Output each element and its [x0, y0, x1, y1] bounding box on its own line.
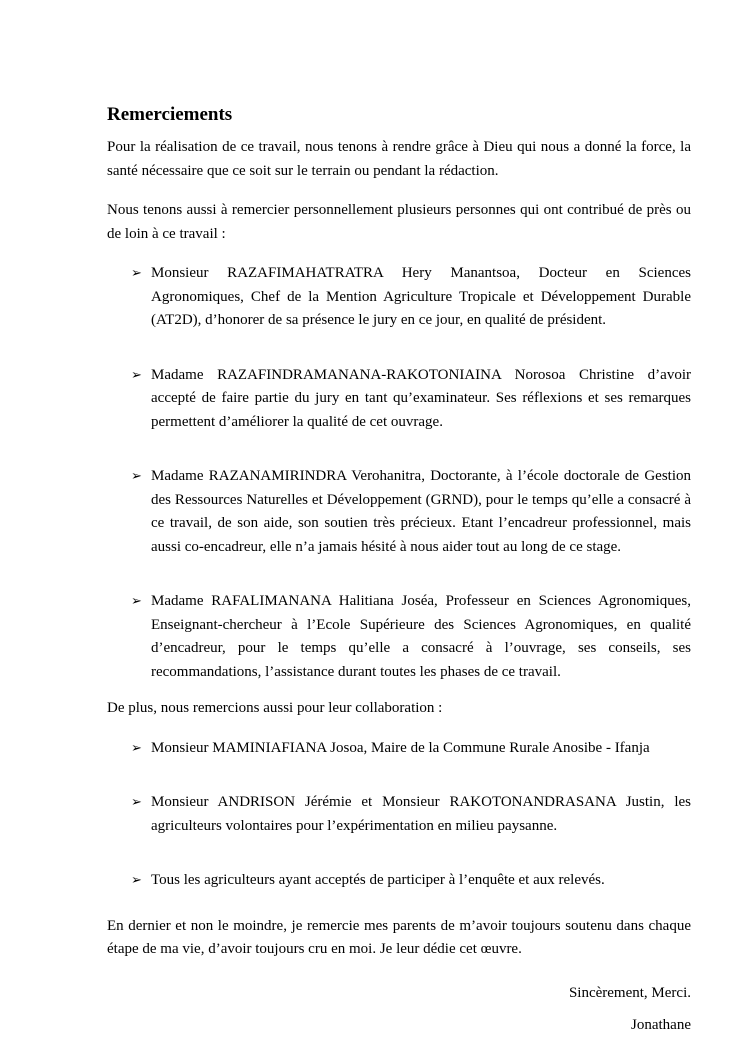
list-item-text: Monsieur MAMINIAFIANA Josoa, Maire de la Commune Rurale Anosibe - Ifanja	[151, 739, 650, 756]
list-item-text: Monsieur RAZAFIMAHATRATRA Hery Manantsoa, Docteur en Sciences Agronomiques, Chef de la Mention Agriculture Tropicale et Développement Durable (AT2D), d’honorer de sa présence le jury en ce jour, en qualité de président.	[151, 265, 691, 328]
page-title: Remerciements	[107, 104, 233, 125]
jury-list	[107, 262, 691, 684]
list-item-text: Monsieur ANDRISON Jérémie et Monsieur RAKOTONANDRASANA Justin, les agriculteurs volontaires pour l’expérimentation en milieu paysanne.	[151, 794, 691, 834]
list-item	[107, 465, 691, 559]
list-item-text: Tous les agriculteurs ayant acceptés de participer à l’enquête et aux relevés.	[151, 872, 605, 888]
list-item	[107, 262, 691, 333]
collaboration-intro-paragraph: De plus, nous remercions aussi pour leur collaboration :	[107, 700, 443, 716]
list-item	[107, 590, 691, 684]
intro-paragraph-2: Nous tenons aussi à remercier personnellement plusieurs personnes qui ont contribué de près ou de loin à ce travail :	[107, 202, 691, 242]
signature-salutation: Sincèrement, Merci.	[568, 984, 691, 1001]
list-item-text: Madame RAFALIMANANA Halitiana Joséa, Professeur en Sciences Agronomiques, Enseignant-chercheur à l’Ecole Supérieure des Sciences Agronomiques, en qualité d’encadreur, pour le temps qu’elle a consacré à l’ouvrage, ses conseils, ses recommandations, l’assistance durant toutes les phases de ce travail.	[151, 593, 691, 680]
list-item	[107, 364, 691, 435]
list-item-text: Madame RAZAFINDRAMANANA-RAKOTONIAINA Norosoa Christine d’avoir accepté de faire partie du jury en tant qu’examinateur. Ses réflexions et ses remarques permettent d’améliorer la qualité de cet ouvrage.	[151, 366, 691, 430]
arrow-bullet-icon: ➢	[131, 873, 142, 888]
signature-name: Jonathane	[631, 1017, 691, 1033]
arrow-bullet-icon: ➢	[131, 740, 142, 756]
collaboration-list	[107, 737, 691, 893]
closing-paragraph: En dernier et non le moindre, je remercie mes parents de m’avoir toujours soutenu dans chaque étape de ma vie, d’avoir toujours cru en moi. Je leur dédie cet œuvre.	[107, 917, 691, 957]
list-item	[107, 869, 691, 893]
list-item	[107, 791, 691, 838]
arrow-bullet-icon: ➢	[131, 266, 142, 281]
list-item-text: Madame RAZANAMIRINDRA Verohanitra, Doctorante, à l’école doctorale de Gestion des Ressources Naturelles et Développement (GRND), pour le temps qu’elle a consacré à ce travail, de son aide, son soutien très précieux. Etant l’encadreur professionnel, mais aussi co-encadreur, elle n’a jamais hésité à nous aider tout au long de ce stage.	[151, 468, 691, 555]
list-item	[107, 737, 691, 761]
arrow-bullet-icon: ➢	[131, 795, 142, 810]
intro-paragraph-1: Pour la réalisation de ce travail, nous tenons à rendre grâce à Dieu qui nous a donné la force, la santé nécessaire que ce soit sur le terrain ou pendant la rédaction.	[107, 139, 691, 179]
arrow-bullet-icon: ➢	[131, 594, 142, 609]
arrow-bullet-icon: ➢	[131, 367, 142, 383]
arrow-bullet-icon: ➢	[131, 469, 142, 484]
